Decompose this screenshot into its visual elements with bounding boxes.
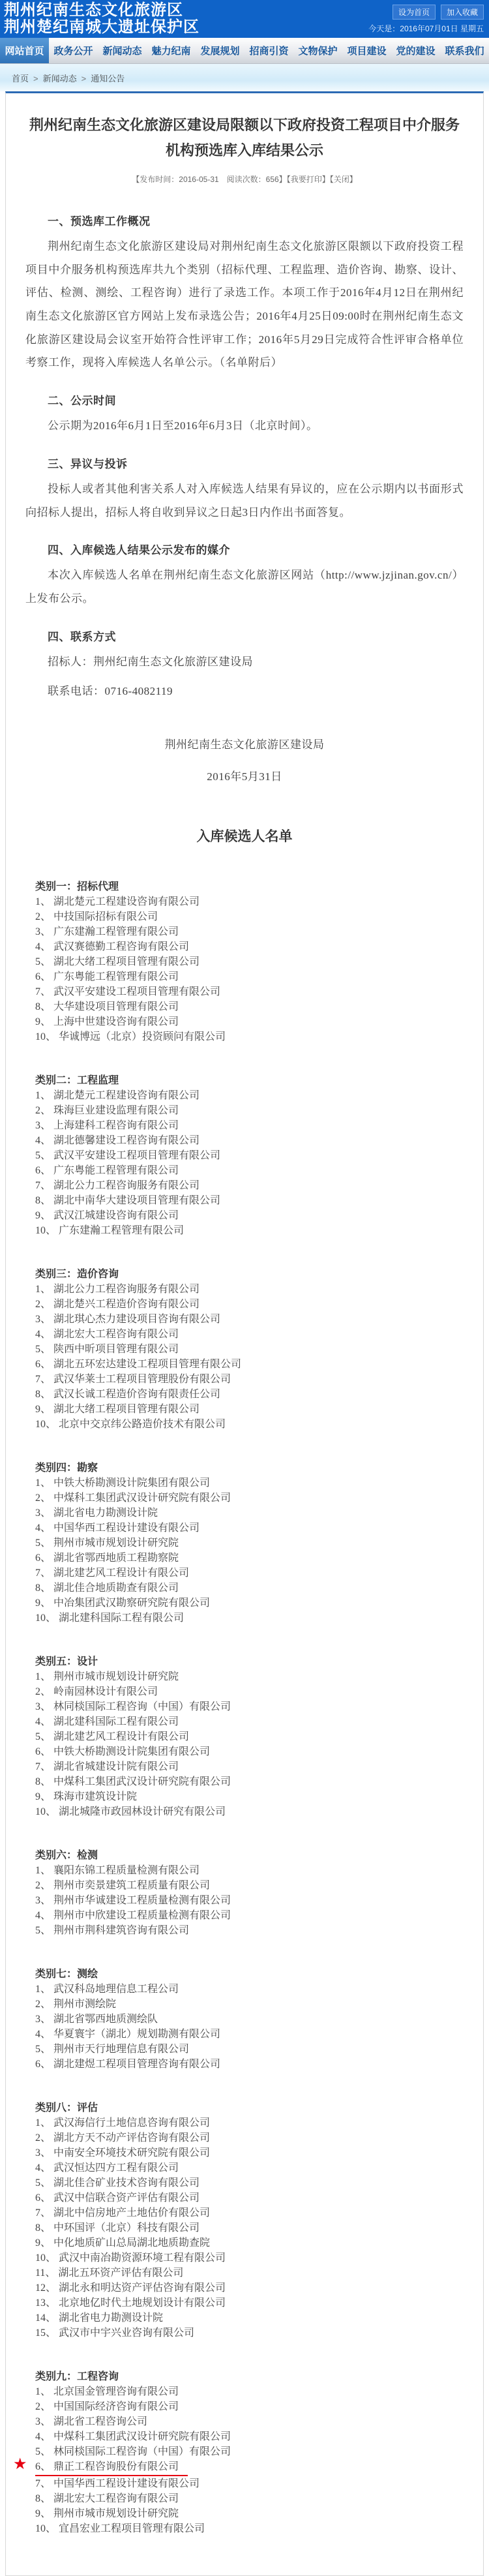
add-favorite-button[interactable]: 加入收藏: [441, 5, 484, 20]
candidate-item-text: 9、 武汉江城建设咨询有限公司: [35, 1210, 179, 1222]
header-tools: [368, 2, 484, 36]
candidate-item-text: 4、 荆州市中欣建设工程质量检测有限公司: [35, 1910, 231, 1922]
candidate-item-text: 4、 华夏寰宇（湖北）规划勘测有限公司: [35, 2029, 221, 2040]
candidate-item-text: 4、 武汉赛德勤工程咨询有限公司: [35, 941, 190, 953]
breadcrumb: [12, 72, 125, 84]
paragraph: 招标人：荆州纪南生态文化旅游区建设局: [48, 655, 253, 668]
candidate-item: [35, 2311, 454, 2326]
category-block-3: [35, 1267, 454, 1432]
candidate-item: [35, 1982, 454, 1997]
candidate-item-text: 1、 湖北公力工程咨询服务有限公司: [35, 1284, 200, 1296]
candidate-item-text: 10、 湖北城隆市政园林设计研究有限公司: [35, 1806, 226, 1818]
candidate-item-text: 4、 湖北宏大工程咨询有限公司: [35, 1329, 179, 1341]
candidate-item: [35, 2235, 454, 2250]
candidate-item-text: 7、 中国华西工程设计建设有限公司: [35, 2478, 200, 2490]
candidate-item: [35, 2250, 454, 2265]
red-star-icon: ★: [13, 2456, 27, 2474]
candidate-item-text: 5、 武汉平安建设工程项目管理有限公司: [35, 1150, 221, 1162]
candidate-item-text: 8、 中煤科工集团武汉设计研究院有限公司: [35, 1776, 231, 1788]
breadcrumb-separator: >: [33, 73, 38, 83]
candidate-item: [35, 1372, 454, 1387]
publish-info-text: 【发布时间：2016-05-31 阅读次数：656】: [132, 175, 287, 184]
candidate-item: [35, 2399, 454, 2414]
paragraph: 投标人或者其他利害关系人对入库候选人结果有异议的，应在公示期内以书面形式向招标人提出，招标人将自收到异议之日起3日内作出书面答复。: [25, 482, 464, 519]
candidate-item: [35, 999, 454, 1014]
signature-line: 2016年5月31日: [207, 770, 282, 783]
category-heading: 类别七：测绘: [35, 1969, 98, 1980]
candidate-item-text: 1、 襄阳东锦工程质量检测有限公司: [35, 1865, 200, 1877]
candidate-item-text: 1、 武汉科岛地理信息工程公司: [35, 1984, 179, 1995]
candidate-item-text: 1、 中铁大桥勘测设计院集团有限公司: [35, 1477, 211, 1489]
candidate-item-text: 9、 珠海市建筑设计院: [35, 1791, 138, 1803]
candidate-item-text: 7、 湖北公力工程咨询服务有限公司: [35, 1180, 200, 1192]
candidate-item-text: 5、 湖北大绪工程项目管理有限公司: [35, 956, 200, 968]
candidate-item: [35, 2444, 454, 2459]
candidate-item: [35, 1342, 454, 1357]
category-block-2: [35, 1073, 454, 1238]
candidate-item-text: 1、 荆州市城市规划设计研究院: [35, 1671, 179, 1683]
candidate-item-text: 3、 荆州市华诚建设工程质量检测有限公司: [35, 1895, 231, 1907]
candidate-item: [35, 2027, 454, 2042]
candidate-item: [35, 1759, 454, 1774]
candidate-item: [35, 1893, 454, 1908]
candidate-item-text: 8、 湖北中南华大建设项目管理有限公司: [35, 1195, 221, 1207]
candidate-item: [35, 2281, 454, 2296]
paragraph: 公示期为2016年6月1日至2016年6月3日（北京时间）。: [48, 419, 318, 432]
candidate-item: [35, 1863, 454, 1878]
candidate-item-text: 4、 中煤科工集团武汉设计研究院有限公司: [35, 2431, 231, 2443]
close-button[interactable]: 【关闭】: [329, 175, 357, 184]
candidate-item-text: 1、 北京国金管理咨询有限公司: [35, 2386, 179, 2398]
candidate-item-text: 6、 广东粤能工程管理有限公司: [35, 971, 179, 983]
candidate-item: [35, 2205, 454, 2220]
candidate-item: [35, 1297, 454, 1312]
candidate-item: [35, 1551, 454, 1566]
candidate-item-text: 10、 宜昌宏业工程项目管理有限公司: [35, 2523, 205, 2535]
candidate-item: [35, 2130, 454, 2145]
candidate-item: [35, 954, 454, 969]
breadcrumb-item-3[interactable]: 通知公告: [91, 73, 125, 83]
category-heading: 类别六：检测: [35, 1850, 98, 1862]
category-heading: 类别八：评估: [35, 2102, 98, 2114]
category-block-9: [13, 2369, 454, 2536]
candidate-item: [35, 1133, 454, 1148]
site-title-line2: 荆州楚纪南城大遗址保护区: [4, 18, 200, 36]
candidate-item: [35, 894, 454, 909]
site-title-line1: 荆州纪南生态文化旅游区: [4, 1, 183, 19]
candidate-item-text: 2、 湖北楚兴工程造价咨询有限公司: [35, 1299, 200, 1311]
candidate-item-text: 9、 荆州市城市规划设计研究院: [35, 2508, 179, 2520]
candidate-item-text: 9、 中冶集团武汉勘察研究院有限公司: [35, 1598, 211, 1609]
candidate-item: [35, 1729, 454, 1744]
candidate-item-text: 4、 中国华西工程设计建设有限公司: [35, 1523, 200, 1534]
candidate-item: [35, 1387, 454, 1402]
candidate-item-text: 5、 湖北建艺风工程设计有限公司: [35, 1731, 190, 1743]
candidate-item: [35, 2012, 454, 2027]
candidate-item-text: 9、 中化地质矿山总局湖北地质勘查院: [35, 2237, 211, 2249]
candidate-item-text: 6、 湖北建煜工程项目管理咨询有限公司: [35, 2059, 221, 2070]
candidate-item-text: 4、 武汉恒达四方工程有限公司: [35, 2162, 179, 2174]
paragraph: 本次入库候选人名单在荆州纪南生态文化旅游区网站（http://www.jzjinan.gov.cn/）上发布公示。: [25, 569, 464, 605]
candidate-item: [35, 1088, 454, 1103]
candidate-item: [35, 2042, 454, 2057]
candidate-item: [35, 1327, 454, 1342]
category-block-6: [35, 1848, 454, 1938]
candidate-item-text: 5、 荆州市荆科建筑咨询有限公司: [35, 1925, 190, 1937]
candidate-item: [35, 2429, 454, 2444]
header-buttons: [393, 5, 484, 20]
section-heading: 一、预选库工作概况: [48, 215, 151, 228]
candidate-list: [13, 879, 454, 2536]
candidate-item: [35, 1357, 454, 1372]
set-homepage-button[interactable]: 设为首页: [393, 5, 436, 20]
candidate-item-text: 9、 湖北大绪工程项目管理有限公司: [35, 1404, 200, 1416]
candidate-item: [35, 1029, 454, 1044]
candidate-item-text: 2、 珠海巨业建设监理有限公司: [35, 1105, 179, 1117]
candidate-item: [35, 1491, 454, 1506]
candidate-item-text: 5、 荆州市城市规划设计研究院: [35, 1538, 179, 1549]
candidate-item: [35, 2506, 454, 2521]
candidate-item: [35, 1193, 454, 1208]
candidate-item: [35, 2326, 454, 2341]
paragraph: 荆州纪南生态文化旅游区建设局对荆州纪南生态文化旅游区限额以下政府投资工程项目中介服务机构预选库共九个类别（招标代理、工程监理、造价咨询、勘察、设计、评估、检测、测绘、工程咨询）进行了录选工作。本项工作于2016年4月12日在荆州纪南生态文化旅游区官方网站上发布录选公告；2016年4月25日09:00时在荆州纪南生态文化旅游区建设局会议室开始符合性评审工作；2016年5月29日完成符合性评审合格单位考察工作，现将入库候选人名单公示。（名单附后）: [25, 240, 464, 369]
site-title: [4, 2, 200, 36]
signature-line: 荆州纪南生态文化旅游区建设局: [164, 738, 325, 751]
candidate-item: [35, 1118, 454, 1133]
category-block-7: [35, 1967, 454, 2072]
category-heading: 类别二：工程监理: [35, 1075, 119, 1087]
candidate-item-text: 14、 湖北省电力勘测设计院: [35, 2312, 164, 2324]
nav-item-1[interactable]: 网站首页: [0, 38, 49, 63]
candidate-item-text: 1、 湖北楚元工程建设咨询有限公司: [35, 1090, 200, 1102]
category-block-5: [35, 1654, 454, 1819]
candidate-item: [35, 2521, 454, 2536]
candidate-item-text: 3、 湖北省鄂西地质测绘队: [35, 2014, 158, 2025]
candidate-item-text: 1、 湖北楚元工程建设咨询有限公司: [35, 896, 200, 908]
candidate-item-text: 8、 武汉长诚工程造价咨询有限责任公司: [35, 1389, 221, 1401]
candidate-item-text: 5、 湖北佳合矿业技术咨询有限公司: [35, 2177, 200, 2189]
candidate-item-text: 6、 武汉中信联合资产评估有限公司: [35, 2192, 200, 2204]
section-heading: 四、联系方式: [48, 630, 116, 643]
candidate-item: [35, 1178, 454, 1193]
candidate-item-text: 4、 湖北建科国际工程有限公司: [35, 1716, 179, 1728]
candidate-item-text: 7、 湖北中信房地产土地估价有限公司: [35, 2207, 211, 2219]
candidate-item: [35, 1014, 454, 1029]
candidate-item-text: 6、 湖北省鄂西地质工程勘察院: [35, 1553, 179, 1564]
candidate-item: [35, 1476, 454, 1491]
candidate-item-text: 2、 中煤科工集团武汉设计研究院有限公司: [35, 1493, 231, 1504]
candidate-item-text: 13、 北京地亿时代土地规划设计有限公司: [35, 2297, 226, 2309]
category-heading: 类别一：招标代理: [35, 881, 119, 893]
candidate-item-text: 6、 广东粤能工程管理有限公司: [35, 1165, 179, 1177]
candidate-item-text: 10、 北京中交京纬公路造价技术有限公司: [35, 1419, 226, 1431]
candidate-item-text: 15、 武汉市中宇兴业咨询有限公司: [35, 2327, 195, 2339]
candidate-item: [35, 2476, 454, 2491]
candidate-item-text: 5、 荆州市天行地理信息有限公司: [35, 2044, 190, 2055]
candidate-item-text: 7、 湖北省城建设计院有限公司: [35, 1761, 179, 1773]
page-title: 荆州纪南生态文化旅游区建设局限额以下政府投资工程项目中介服务机构预选库入库结果公示: [29, 117, 460, 159]
category-block-8: [35, 2100, 454, 2341]
candidate-item-text: 8、 中环国评（北京）科技有限公司: [35, 2222, 200, 2234]
candidate-item: [35, 2145, 454, 2160]
category-heading: 类别九：工程咨询: [35, 2371, 119, 2383]
breadcrumb-item-2[interactable]: 新闻动态: [42, 73, 77, 83]
candidate-item: [35, 984, 454, 999]
candidate-item-text: 12、 湖北永和明达资产评估咨询有限公司: [35, 2282, 226, 2294]
candidate-item: [35, 1208, 454, 1223]
candidate-item-text: 8、 大华建设项目管理有限公司: [35, 1001, 179, 1013]
article-panel: [5, 91, 484, 2576]
candidate-item: [35, 2265, 454, 2281]
candidate-item-text: 10、 武汉中南冶勘资源环境工程有限公司: [35, 2252, 226, 2264]
candidate-item-text: 10、 广东建瀚工程管理有限公司: [35, 1225, 185, 1237]
nav-item-4[interactable]: 魅力纪南: [151, 46, 191, 57]
candidate-item-text: 3、 广东建瀚工程管理有限公司: [35, 926, 179, 938]
nav-item-6[interactable]: 招商引资: [249, 46, 289, 57]
candidate-item: [35, 1163, 454, 1178]
main-nav: [0, 38, 489, 64]
candidate-item-text: 7、 武汉平安建设工程项目管理有限公司: [35, 986, 221, 998]
candidate-item: [35, 1997, 454, 2012]
candidate-item: [35, 969, 454, 984]
candidate-item: [35, 1103, 454, 1118]
candidate-item: [35, 1611, 454, 1626]
candidate-item-text: 9、 上海中世建设咨询有限公司: [35, 1016, 179, 1028]
candidate-item-text: 2、 中国国际经济咨询有限公司: [35, 2401, 179, 2413]
nav-item-3[interactable]: 新闻动态: [102, 46, 142, 57]
candidate-item-text: 2、 湖北方天不动产评估咨询有限公司: [35, 2132, 211, 2144]
candidate-item: [35, 1596, 454, 1611]
candidate-item: [35, 1699, 454, 1714]
candidate-item-text: 7、 湖北建艺风工程设计有限公司: [35, 1568, 190, 1579]
candidate-item-text: 3、 中南安全环境技术研究院有限公司: [35, 2147, 211, 2159]
candidate-item-text: 2、 荆州市测绘院: [35, 1999, 117, 2010]
candidate-item: [35, 2115, 454, 2130]
candidate-item-text: 3、 湖北省电力勘测设计院: [35, 1508, 158, 1519]
article-body: [25, 212, 464, 785]
candidate-item-text: 5、 陕西中昕项目管理有限公司: [35, 1344, 179, 1356]
candidate-item: [35, 2296, 454, 2311]
breadcrumb-bar: [0, 64, 489, 91]
section-heading: 二、公示时间: [48, 395, 116, 408]
category-heading: 类别四：勘察: [35, 1462, 98, 1474]
category-heading: 类别五：设计: [35, 1656, 98, 1668]
candidate-item: [35, 1669, 454, 1684]
candidate-item: [35, 909, 454, 924]
nav-item-7[interactable]: 文物保护: [298, 46, 338, 57]
candidate-item-text: 11、 湖北五环资产评估有限公司: [35, 2267, 184, 2279]
candidate-item-text: 8、 湖北宏大工程咨询有限公司: [35, 2493, 179, 2505]
candidate-item-text: 3、 上海建科工程咨询有限公司: [35, 1120, 179, 1132]
nav-item-2[interactable]: 政务公开: [53, 46, 93, 57]
candidate-item: [35, 1744, 454, 1759]
candidate-item: [35, 924, 454, 939]
candidate-item: [35, 2160, 454, 2175]
candidate-item: [35, 1923, 454, 1938]
candidate-item: [35, 1223, 454, 1238]
candidate-item: [35, 1804, 454, 1819]
candidate-item-text: 6、 鼎正工程咨询股份有限公司: [35, 2459, 188, 2476]
candidate-item: [35, 2175, 454, 2190]
category-block-1: [35, 879, 454, 1044]
breadcrumb-separator: >: [81, 73, 87, 83]
article-meta: [6, 174, 483, 185]
candidate-item-text: 6、 中铁大桥勘测设计院集团有限公司: [35, 1746, 211, 1758]
candidate-item-text: 3、 林同棪国际工程咨询（中国）有限公司: [35, 1701, 231, 1713]
candidate-item-text: 4、 湖北德馨建设工程咨询有限公司: [35, 1135, 200, 1147]
site-header: [0, 0, 489, 38]
nav-item-10[interactable]: 联系我们: [445, 46, 484, 57]
candidate-item: [35, 1566, 454, 1581]
candidate-item-text: 2、 岭南园林设计有限公司: [35, 1686, 158, 1698]
candidate-item: [35, 1417, 454, 1432]
candidate-item: [35, 2414, 454, 2429]
candidate-item: [35, 1878, 454, 1893]
nav-item-8[interactable]: 项目建设: [347, 46, 387, 57]
category-heading: 类别三：造价咨询: [35, 1269, 119, 1280]
candidate-item: [35, 1521, 454, 1536]
candidate-item: [35, 1581, 454, 1596]
section-heading: 四、入库候选人结果公示发布的媒介: [48, 544, 230, 557]
section-heading: 三、异议与投诉: [48, 457, 128, 470]
paragraph: 联系电话：0716-4082119: [48, 685, 173, 698]
candidate-item-text: 2、 中技国际招标有限公司: [35, 911, 158, 923]
candidate-item: [35, 1282, 454, 1297]
nav-item-5[interactable]: 发展规划: [200, 46, 240, 57]
candidate-item: [35, 1684, 454, 1699]
candidate-list-title: 入库候选人名单: [196, 828, 293, 845]
candidate-item: [35, 2057, 454, 2072]
candidate-item-text: 6、 湖北五环宏达建设工程项目管理有限公司: [35, 1359, 242, 1371]
current-date-text: 今天是：2016年07月01日 星期五: [368, 23, 484, 33]
candidate-item: [35, 1536, 454, 1551]
candidate-item: [35, 1148, 454, 1163]
candidate-item: [35, 939, 454, 954]
candidate-item: [35, 1714, 454, 1729]
category-block-4: [35, 1461, 454, 1626]
candidate-item: [13, 2456, 454, 2476]
print-button[interactable]: 【我要打印】: [286, 175, 330, 184]
candidate-item: [35, 2220, 454, 2235]
candidate-item: [35, 1789, 454, 1804]
candidate-item: [35, 1506, 454, 1521]
candidate-item: [35, 2190, 454, 2205]
candidate-item-text: 3、 湖北省工程咨询公司: [35, 2416, 148, 2428]
candidate-item-text: 3、 湖北琪心杰力建设项目咨询有限公司: [35, 1314, 221, 1326]
candidate-item-text: 2、 荆州市奕景建筑工程质量有限公司: [35, 1880, 211, 1892]
breadcrumb-item-1[interactable]: 首页: [12, 73, 29, 83]
candidate-item-text: 1、 武汉海信行土地信息咨询有限公司: [35, 2117, 211, 2129]
nav-item-9[interactable]: 党的建设: [396, 46, 436, 57]
candidate-item: [35, 1774, 454, 1789]
candidate-item-text: 5、 林同棪国际工程咨询（中国）有限公司: [35, 2446, 231, 2458]
candidate-item-text: 7、 武汉华莱士工程项目管理股份有限公司: [35, 1374, 231, 1386]
candidate-item-text: 8、 湖北佳合地质勘查有限公司: [35, 1583, 179, 1594]
candidate-item: [35, 1312, 454, 1327]
candidate-item: [35, 1402, 454, 1417]
candidate-item-text: 10、 华诚博远（北京）投资顾问有限公司: [35, 1031, 226, 1043]
candidate-item: [35, 1908, 454, 1923]
candidate-item-text: 10、 湖北建科国际工程有限公司: [35, 1613, 185, 1624]
candidate-item: [35, 2491, 454, 2506]
